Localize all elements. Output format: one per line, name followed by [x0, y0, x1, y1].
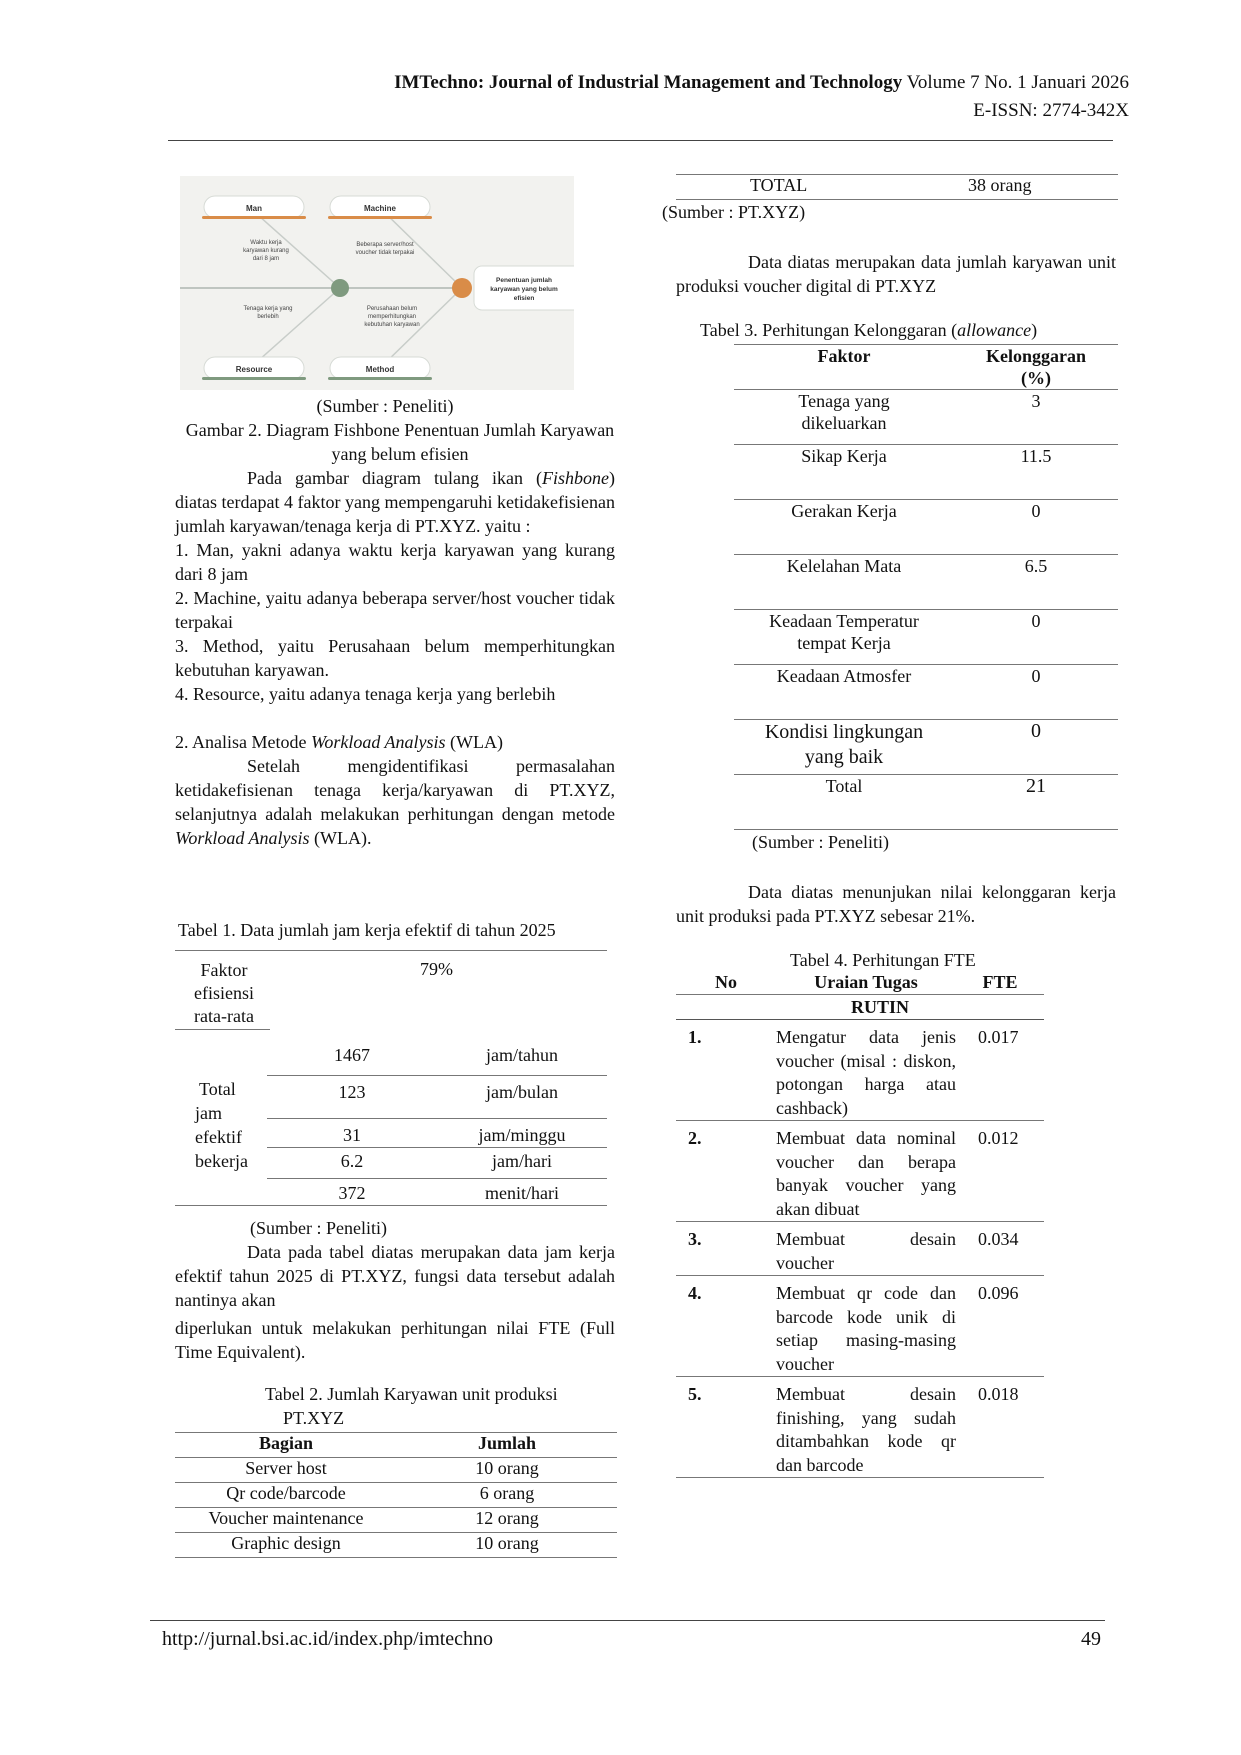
para2-italic: Workload Analysis [175, 828, 310, 848]
cell-faktor-2: yang baik [804, 746, 884, 768]
section2-italic: Workload Analysis [310, 732, 446, 752]
para1-b: ) diatas terdapat 4 faktor yang mempengaruhi ketidakefisienan jumlah karyawan/tenaga kerja di PT.XYZ. yaitu : [175, 468, 615, 536]
cell-nilai: 0 [954, 665, 1118, 720]
header-jumlah: Jumlah [397, 1433, 617, 1458]
fishbone-svg [180, 176, 574, 390]
table-row [267, 1119, 607, 1148]
table4-caption: Tabel 4. Perhitungan FTE [790, 950, 976, 970]
row-value: 372 [338, 1183, 366, 1203]
cause-method-1: Perusahaan belum [366, 306, 418, 312]
table2 [175, 1432, 617, 1558]
journal-issn: E-ISSN: 2774-342X [973, 100, 1129, 121]
cell-faktor-1: Keadaan Atmosfer [776, 666, 912, 686]
cell-jumlah: 10 orang [397, 1458, 617, 1483]
factor-item-3: 3. Method, yaitu Perusahaan belum memperhitungkan kebutuhan karyawan. [175, 636, 615, 680]
factor-label-2: efisiensi [194, 983, 254, 1003]
cell-nilai: 0 [954, 500, 1118, 555]
allowance-paragraph: Data diatas menunjukan nilai kelonggaran kerja unit produksi pada PT.XYZ sebesar 21%. [676, 882, 1116, 926]
row-value: 6.2 [340, 1151, 364, 1171]
cell-faktor-1: Gerakan Kerja [791, 501, 897, 521]
table1-paragraph: Data pada tabel diatas merupakan data jam kerja efektif tahun 2025 di PT.XYZ, fungsi data tersebut adalah nantinya akan [175, 1242, 615, 1310]
cell-nilai: 0 [954, 720, 1118, 775]
head-line-2: karyawan yang belum [490, 286, 558, 293]
cell-uraian: Membuat data nominal voucher dan berapa banyak voucher yang akan dibuat [776, 1121, 956, 1222]
para1-italic: Fishbone [542, 468, 609, 488]
row-unit: jam/bulan [486, 1082, 558, 1102]
table-row [676, 1222, 1044, 1276]
t3-cap-b: ) [1031, 320, 1038, 340]
right-paragraph-2 [676, 880, 1116, 928]
box-man [202, 196, 306, 219]
cell-bagian: Voucher maintenance [175, 1508, 397, 1533]
group-rutin: RUTIN [676, 995, 1044, 1020]
cell-faktor-2: tempat Kerja [797, 633, 891, 653]
para1-a: Pada gambar diagram tulang ikan ( [247, 468, 542, 488]
table1-caption: Tabel 1. Data jumlah jam kerja efektif di tahun 2025 [178, 920, 556, 940]
cell-faktor-1: Keadaan Temperatur [769, 611, 919, 631]
box-resource [202, 357, 306, 380]
cell-bagian: Qr code/barcode [175, 1483, 397, 1508]
cell-nilai: 11.5 [954, 445, 1118, 500]
table-row [175, 1483, 617, 1508]
cell-nilai: 6.5 [954, 555, 1118, 610]
cause-machine-1: Beberapa server/host [356, 242, 414, 248]
head-line-3: efisien [513, 295, 535, 302]
cell-nilai: 3 [954, 390, 1118, 445]
table-row [175, 1508, 617, 1533]
header-no: No [715, 972, 737, 992]
table-row [734, 390, 1118, 445]
box-machine-label: Machine [363, 204, 397, 213]
table-row [175, 1458, 617, 1483]
cell-fte: 0.034 [956, 1222, 1044, 1276]
table1 [175, 950, 607, 1206]
table-row [734, 555, 1118, 610]
row-unit: jam/hari [492, 1151, 552, 1171]
cause-man-2: karyawan kurang [243, 248, 289, 254]
cell-nilai: 0 [954, 610, 1118, 665]
table4-header [676, 970, 1044, 995]
table3-header [734, 345, 1118, 390]
cell-fte: 0.096 [956, 1276, 1044, 1377]
left-column-bottom [175, 1216, 615, 1430]
header-fte: FTE [982, 972, 1018, 992]
journal-volume: Volume 7 No. 1 Januari 2026 [906, 72, 1129, 93]
journal-header [394, 72, 1129, 94]
footer-rule [150, 1620, 1105, 1621]
table-row [734, 665, 1118, 720]
cell-jumlah: 12 orang [397, 1508, 617, 1533]
cell-uraian: Mengatur data jenis voucher (misal : diskon, potongan harga atau cashback) [776, 1020, 956, 1121]
cell-no: 4. [676, 1276, 776, 1377]
table-row [734, 720, 1118, 775]
employee-data-paragraph: Data diatas merupakan data jumlah karyawan unit produksi voucher digital di PT.XYZ [676, 252, 1116, 296]
section2-b: (WLA) [445, 732, 503, 752]
table2-total-value: 38 orang [968, 175, 1032, 195]
row-unit: menit/hari [485, 1183, 559, 1203]
table1-factor-value: 79% [420, 959, 453, 979]
header-faktor: Faktor [734, 345, 954, 390]
cell-faktor-1: Sikap Kerja [801, 446, 887, 466]
cell-faktor-2: dikeluarkan [801, 413, 887, 433]
page-number: 49 [1081, 1628, 1101, 1650]
wla-paragraph [175, 754, 615, 850]
total-label-1: Total [199, 1079, 236, 1099]
cell-bagian: Server host [175, 1458, 397, 1483]
header-kelonggaran-1: Kelonggaran [985, 346, 1086, 366]
row-unit: jam/minggu [478, 1125, 566, 1145]
figure2-source: (Sumber : Peneliti) [316, 396, 454, 416]
cell-no: 2. [676, 1121, 776, 1222]
table-row [676, 1020, 1044, 1121]
table1-rows [267, 1031, 607, 1211]
cell-no: 1. [676, 1020, 776, 1121]
box-machine [328, 196, 432, 219]
cause-method-2: memperhitungkan [367, 314, 417, 320]
table1-source: (Sumber : Peneliti) [250, 1218, 387, 1238]
factor-item-1: 1. Man, yakni adanya waktu kerja karyawan yang kurang dari 8 jam [175, 540, 615, 584]
table-row [676, 1121, 1044, 1222]
cell-fte: 0.012 [956, 1121, 1044, 1222]
cell-jumlah: 6 orang [397, 1483, 617, 1508]
para2-b: (WLA). [309, 828, 372, 848]
total-label-3: efektif [195, 1127, 242, 1147]
cell-total-label: Total [734, 775, 954, 830]
table-row [267, 1031, 607, 1076]
box-method [328, 357, 432, 380]
fishbone-paragraph [175, 466, 615, 538]
cell-no: 5. [676, 1377, 776, 1478]
row-value: 1467 [334, 1045, 370, 1065]
table2-caption-1: Tabel 2. Jumlah Karyawan unit produksi [265, 1384, 558, 1404]
figure2-caption: Gambar 2. Diagram Fishbone Penentuan Jumlah Karyawan yang belum efisien [185, 420, 615, 464]
header-uraian: Uraian Tugas [814, 972, 918, 992]
cell-uraian: Membuat qr code dan barcode kode unik di setiap masing-masing voucher [776, 1276, 956, 1377]
header-bagian: Bagian [175, 1433, 397, 1458]
cell-bagian: Graphic design [175, 1533, 397, 1558]
cell-total-value: 21 [954, 775, 1118, 830]
cause-resource-1: Tenaga kerja yang [243, 306, 293, 312]
cell-jumlah: 10 orang [397, 1533, 617, 1558]
cause-machine-2: voucher tidak terpakai [355, 250, 415, 256]
table-row [734, 500, 1118, 555]
cell-faktor-1: Kelelahan Mata [786, 556, 902, 576]
factor-label-3: rata-rata [194, 1006, 254, 1026]
fte-paragraph: diperlukan untuk melakukan perhitungan nilai FTE (Full Time Equivalent). [175, 1318, 615, 1362]
table-row [267, 1148, 607, 1179]
table4 [676, 970, 1044, 1478]
cell-uraian: Membuat desain voucher [776, 1222, 956, 1276]
table2-total-label: TOTAL [750, 175, 808, 195]
fishbone-diagram [180, 176, 574, 390]
header-rule [168, 140, 1113, 141]
journal-name: IMTechno: Journal of Industrial Management and Technology [394, 72, 903, 93]
cause-man-1: Waktu kerja [250, 240, 282, 246]
box-method-label: Method [365, 365, 395, 374]
table4-group-row [676, 995, 1044, 1020]
cell-uraian: Membuat desain finishing, yang sudah ditambahkan kode qr dan barcode [776, 1377, 956, 1478]
row-value: 31 [343, 1125, 361, 1145]
table-row [676, 1377, 1044, 1478]
left-column-top [175, 394, 615, 850]
cell-no: 3. [676, 1222, 776, 1276]
section-2-heading [175, 730, 615, 754]
table3 [734, 345, 1118, 830]
header-kelonggaran [954, 345, 1118, 390]
table-row [676, 1276, 1044, 1377]
table1-factor-label [187, 959, 261, 1028]
total-label-2: jam [195, 1103, 222, 1123]
factor-item-2: 2. Machine, yaitu adanya beberapa server/host voucher tidak terpakai [175, 588, 615, 632]
head-line-1: Penentuan jumlah [496, 277, 552, 284]
table-row [734, 775, 1118, 830]
table2-caption-2: PT.XYZ [283, 1408, 345, 1428]
fishbone-node-left [331, 279, 349, 297]
section2-a: 2. Analisa Metode [175, 732, 311, 752]
factor-label-1: Faktor [200, 960, 248, 980]
row-unit: jam/tahun [486, 1045, 558, 1065]
journal-url-link[interactable]: http://jurnal.bsi.ac.id/index.php/imtechno [162, 1628, 494, 1650]
table2-total-row [676, 174, 1118, 200]
table-row [734, 610, 1118, 665]
header-kelonggaran-2: (%) [1021, 368, 1051, 388]
table1-total-label [195, 1077, 275, 1173]
cause-method-3: kebutuhan karyawan [364, 322, 420, 328]
cause-man-3: dari 8 jam [252, 256, 280, 262]
factor-item-4: 4. Resource, yaitu adanya tenaga kerja yang berlebih [175, 684, 556, 704]
table-row [175, 1533, 617, 1558]
cell-faktor-1: Kondisi lingkungan [764, 721, 924, 743]
cell-fte: 0.018 [956, 1377, 1044, 1478]
t3-cap-italic: allowance [957, 320, 1032, 340]
para2-a: Setelah mengidentifikasi permasalahan ketidakefisienan tenaga kerja/karyawan di PT.XYZ, selanjutnya adalah melakukan perhitungan dengan metode [175, 756, 615, 824]
table-row [267, 1076, 607, 1119]
right-paragraph-1 [676, 250, 1116, 298]
row-value: 123 [338, 1082, 366, 1102]
table2-header [175, 1433, 617, 1458]
cause-resource-2: berlebih [257, 314, 279, 320]
cell-faktor-1: Tenaga yang [798, 391, 890, 411]
total-label-4: bekerja [195, 1151, 248, 1171]
t3-cap-a: Tabel 3. Perhitungan Kelonggaran ( [700, 320, 958, 340]
table-row [267, 1179, 607, 1211]
table-row [734, 445, 1118, 500]
box-man-label: Man [246, 204, 262, 213]
box-head [474, 266, 574, 310]
box-resource-label: Resource [235, 365, 273, 374]
cell-fte: 0.017 [956, 1020, 1044, 1121]
table3-source: (Sumber : Peneliti) [752, 832, 889, 852]
table3-caption [700, 320, 1037, 341]
table2-source: (Sumber : PT.XYZ) [662, 202, 806, 222]
fishbone-node-right [452, 278, 472, 298]
